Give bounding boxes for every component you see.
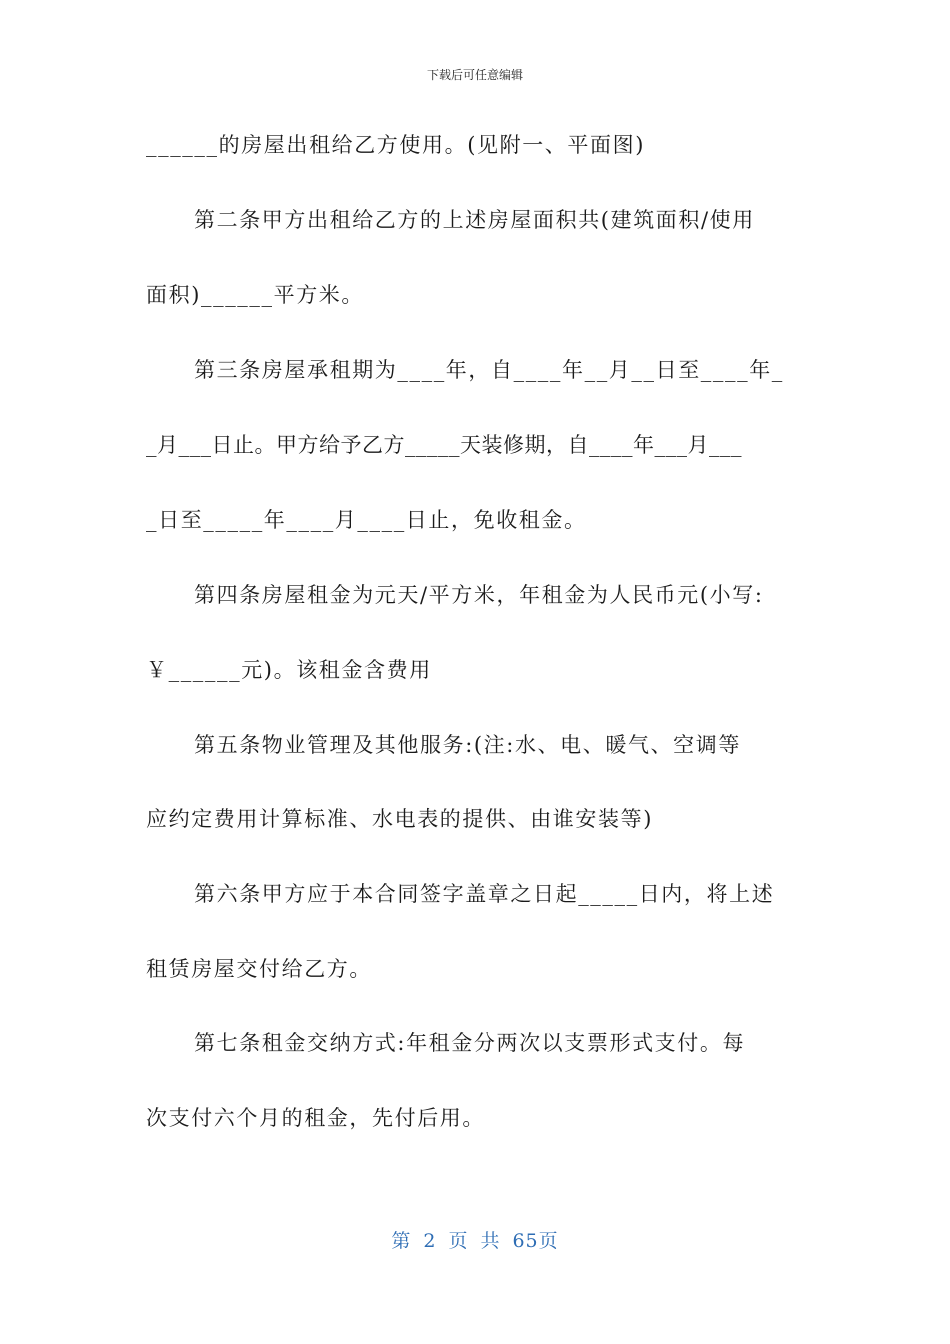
body-line: 第六条甲方应于本合同签字盖章之日起_____日内，将上述 xyxy=(194,882,775,906)
footer-label-total: 共 xyxy=(480,1230,501,1252)
footer-current-page: 2 xyxy=(423,1230,437,1252)
body-line: 第七条租金交纳方式:年租金分两次以支票形式支付。每 xyxy=(194,1031,746,1055)
body-line: 面积)______平方米。 xyxy=(146,283,364,307)
body-line: 第二条甲方出租给乙方的上述房屋面积共(建筑面积/使用 xyxy=(194,208,755,232)
body-line: 租赁房屋交付给乙方。 xyxy=(146,957,372,981)
body-line: 次支付六个月的租金，先付后用。 xyxy=(146,1106,485,1130)
body-line: _日至_____年____月____日止，免收租金。 xyxy=(146,508,587,532)
body-line: 第五条物业管理及其他服务:(注:水、电、暖气、空调等 xyxy=(194,733,741,757)
body-line: 第四条房屋租金为元天/平方米，年租金为人民币元(小写: xyxy=(194,583,764,607)
footer-label-ye: 页 xyxy=(448,1230,469,1252)
page-footer xyxy=(0,1226,950,1253)
body-line: ￥______元)。该租金含费用 xyxy=(146,658,432,682)
body-line: ______的房屋出租给乙方使用。(见附一、平面图) xyxy=(146,133,645,157)
footer-label-page: 第 xyxy=(391,1230,412,1252)
body-line: 应约定费用计算标准、水电表的提供、由谁安装等) xyxy=(146,807,653,831)
page-header: 下载后可任意编辑 xyxy=(426,68,523,82)
body-line: 第三条房屋承租期为____年，自____年__月__日至____年_ xyxy=(194,358,784,382)
footer-total-pages: 65页 xyxy=(512,1230,559,1252)
body-line: _月___日止。甲方给予乙方_____天装修期，自____年___月___ xyxy=(146,433,742,457)
